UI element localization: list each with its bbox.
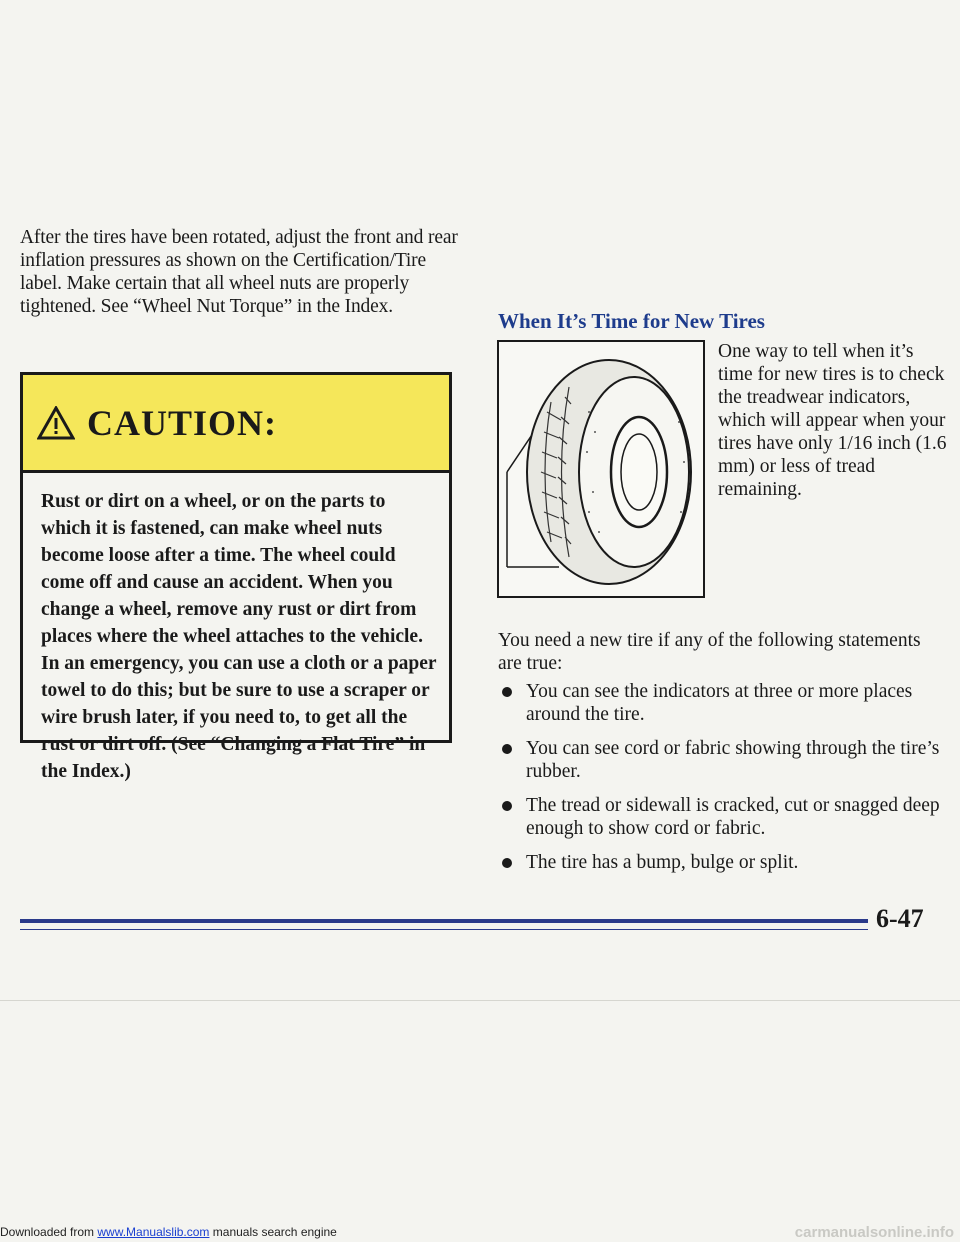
tire-treadwear-icon	[497, 340, 705, 598]
bullet-dot-icon	[502, 744, 512, 754]
list-item: You can see the indicators at three or more places around the tire.	[498, 680, 948, 726]
footer-rule-thin	[20, 929, 868, 930]
page-number: 6-47	[876, 904, 924, 933]
intro-paragraph: After the tires have been rotated, adjust the front and rear inflation pressures as shown on the Certification/Tire label. Make certain that all wheel nuts are properly tightened. See “Wheel Nut Torque” in the Index.	[20, 227, 458, 317]
bullet-dot-icon	[502, 801, 512, 811]
download-footer	[0, 1225, 337, 1239]
list-item: You can see cord or fabric showing through the tire’s rubber.	[498, 737, 948, 783]
page-bottom-rule	[0, 1000, 960, 1001]
warning-triangle-icon	[37, 406, 75, 440]
list-item: The tire has a bump, bulge or split.	[498, 851, 948, 874]
treadwear-indicator-paragraph: One way to tell when it’s time for new tires is to check the treadwear indicators, which will appear when your tires have only 1/16 inch (1.6 mm) or less of tread remaining.	[718, 341, 947, 500]
manualslib-link[interactable]: www.Manualslib.com	[97, 1225, 210, 1239]
condition-list	[498, 680, 948, 885]
caution-box	[20, 372, 452, 782]
caution-text: Rust or dirt on a wheel, or on the parts to which it is fastened, can make wheel nuts become loose after a time. The wheel could come off and cause an accident. When you change a wheel, remove any rust or dirt from places where the wheel attaches to the vehicle. In an emergency, you can use a cloth or a paper towel to do this; but be sure to use a scraper or wire brush later, if you need to, to get all the rust or dirt off. (See “Changing a Flat Tire” in the Index.)	[41, 491, 437, 782]
bullet-dot-icon	[502, 687, 512, 697]
caution-header	[23, 375, 449, 473]
watermark: carmanualsonline.info	[794, 1224, 954, 1241]
section-title: When It’s Time for New Tires	[498, 309, 765, 333]
footer-rule-thick	[20, 919, 868, 923]
left-column	[20, 226, 460, 318]
list-item: The tread or sidewall is cracked, cut or snagged deep enough to show cord or fabric.	[498, 794, 948, 840]
lead-in-paragraph: You need a new tire if any of the following statements are true:	[498, 630, 921, 674]
footer-suffix: manuals search engine	[209, 1225, 337, 1239]
footer-prefix: Downloaded from	[0, 1225, 98, 1239]
bullet-dot-icon	[502, 858, 512, 868]
caution-title: CAUTION:	[87, 402, 278, 443]
